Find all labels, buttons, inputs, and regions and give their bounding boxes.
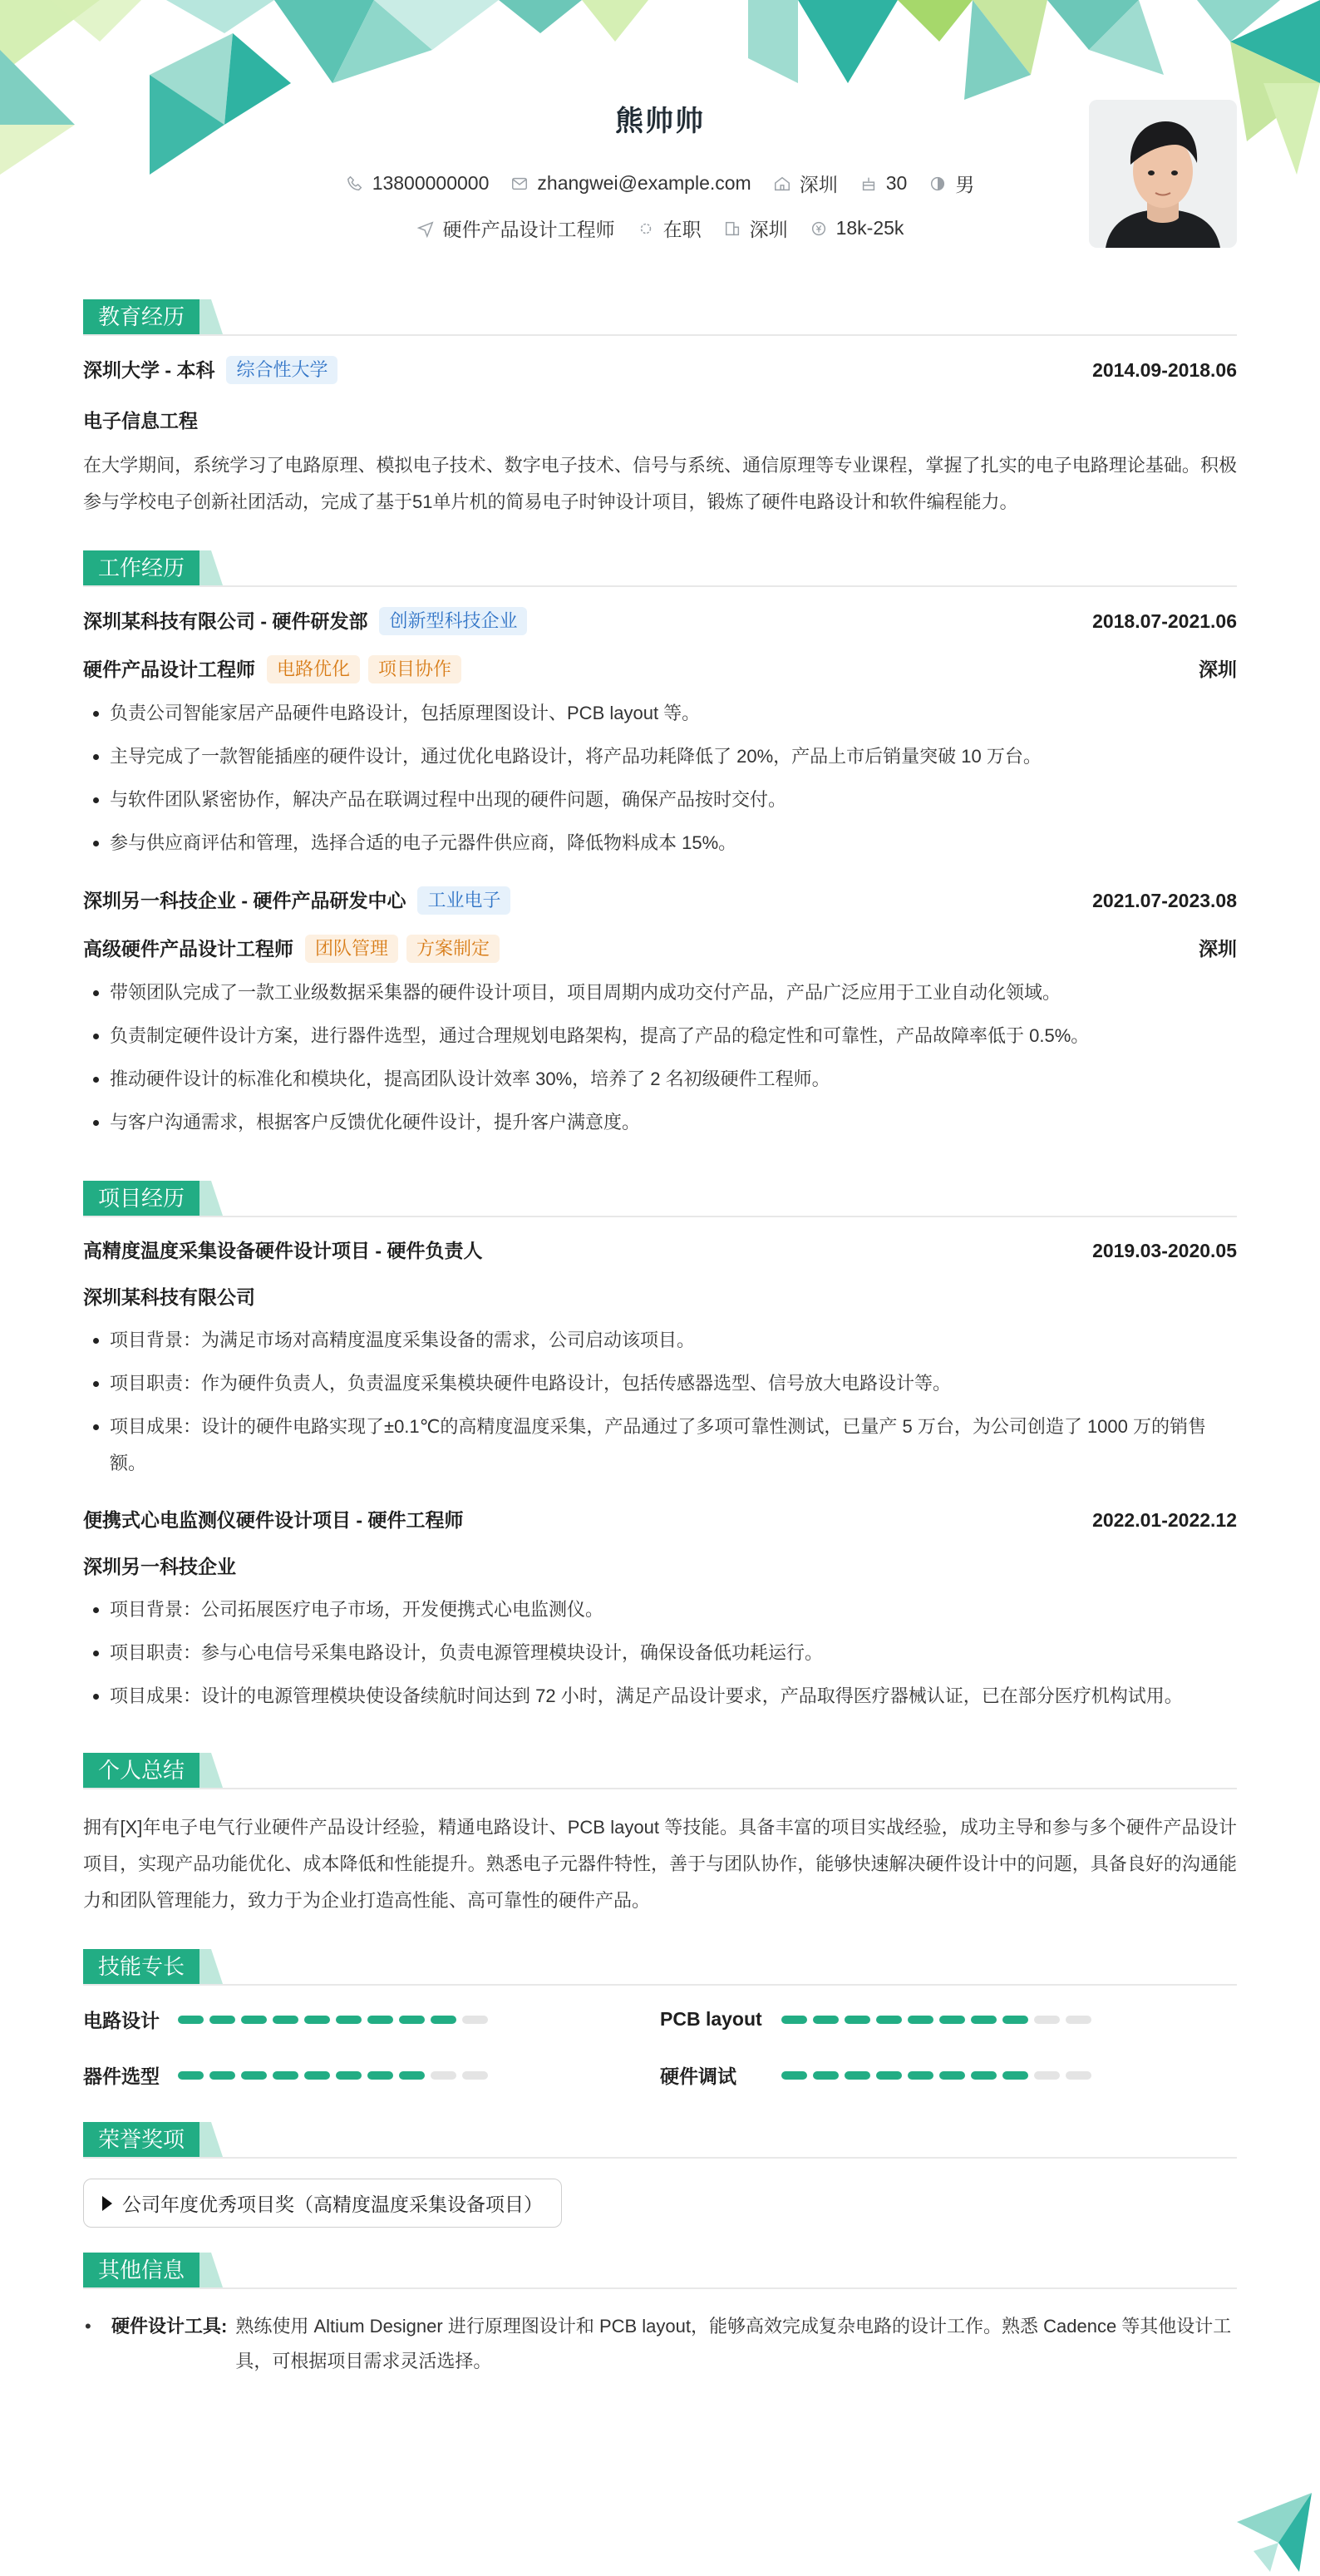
- other-info-text: 熟练使用 Altium Designer 进行原理图设计和 PCB layout，能够高效完成复杂电路的设计工作。熟悉 Cadence 等其他设计工具，可根据项目需求灵活选择。: [235, 2316, 1232, 2371]
- section-title-tail-icon: [199, 299, 223, 334]
- award-item-toggle[interactable]: [83, 2179, 562, 2228]
- skill-segment-filled: [781, 2016, 807, 2024]
- skill-name: 电路设计: [83, 2010, 160, 2031]
- intention-salary: [810, 215, 904, 242]
- bullet-dot-icon: •: [85, 2316, 91, 2337]
- footer-decoration: [1220, 2485, 1320, 2576]
- building-icon: [723, 220, 741, 238]
- skill-segment-empty: [1066, 2071, 1091, 2080]
- contact-age: [859, 170, 908, 197]
- resume-header: [83, 0, 1237, 266]
- skill-segment-filled: [367, 2016, 393, 2024]
- skill-segment-filled: [908, 2071, 933, 2080]
- skill-segment-empty: [431, 2071, 456, 2080]
- skill-segment-filled: [431, 2016, 456, 2024]
- job-role: 高级硬件产品设计工程师: [83, 938, 293, 960]
- skill-segment-empty: [1066, 2016, 1091, 2024]
- section-title-tail-icon: [199, 550, 223, 585]
- section-awards: [83, 2117, 1237, 2228]
- expand-triangle-icon: [102, 2196, 112, 2211]
- intention-position: [416, 215, 615, 242]
- gender-text: 男: [955, 174, 975, 195]
- project-period: 2022.01-2022.12: [1092, 1509, 1237, 1531]
- skill-segment-filled: [876, 2071, 902, 2080]
- list-item: • 负责公司智能家居产品硬件电路设计，包括原理图设计、PCB layout 等。: [110, 695, 1237, 732]
- skill-item: [83, 2061, 660, 2089]
- section-title-tail-icon: [199, 1181, 223, 1216]
- phone-icon: [346, 175, 364, 193]
- contact-gender: [928, 170, 974, 197]
- section-title: 其他信息: [83, 2253, 199, 2287]
- project-period: 2019.03-2020.05: [1092, 1240, 1237, 1261]
- skill-segment-filled: [399, 2071, 425, 2080]
- skill-item: [660, 2006, 1237, 2033]
- list-item: • 带领团队完成了一款工业级数据采集器的硬件设计项目，项目周期内成功交付产品，产品广泛应用于工业自动化领域。: [110, 975, 1237, 1011]
- section-other: [83, 2248, 1237, 2379]
- section-title-tail-icon: [199, 1949, 223, 1984]
- skill-level-bar: [781, 2071, 1091, 2080]
- contact-city: [773, 170, 838, 197]
- skill-segment-filled: [367, 2071, 393, 2080]
- section-divider: [83, 2287, 1237, 2289]
- project-entry: [83, 1237, 1237, 1482]
- send-icon: [416, 220, 435, 238]
- list-item: • 项目背景：公司拓展医疗电子市场，开发便携式心电监测仪。: [110, 1591, 1237, 1628]
- list-item: • 主导完成了一款智能插座的硬件设计，通过优化电路设计，将产品功耗降低了 20%，产品上市后销量突破 10 万台。: [110, 738, 1237, 775]
- job-location: 深圳: [1199, 659, 1237, 680]
- role-tag: 项目协作: [368, 655, 461, 683]
- project-header-row: [83, 1237, 1237, 1264]
- other-info-label: 硬件设计工具:: [111, 2316, 228, 2337]
- section-skills: [83, 1944, 1237, 2089]
- company-tag: 工业电子: [417, 886, 510, 915]
- section-divider: [83, 585, 1237, 587]
- list-item: • 负责制定硬件设计方案，进行器件选型，通过合理规划电路架构，提高了产品的稳定性和可靠性，产品故障率低于 0.5%。: [110, 1018, 1237, 1054]
- skill-segment-filled: [336, 2071, 362, 2080]
- gender-icon: [928, 175, 947, 193]
- age-icon: [859, 175, 878, 193]
- section-education: [83, 294, 1237, 521]
- list-item: • 项目职责：参与心电信号采集电路设计，负责电源管理模块设计，确保设备低功耗运行。: [110, 1635, 1237, 1671]
- skill-segment-filled: [971, 2071, 997, 2080]
- age-text: 30: [885, 172, 908, 194]
- skill-segment-filled: [939, 2071, 965, 2080]
- skill-segment-filled: [908, 2016, 933, 2024]
- skills-grid: [83, 2006, 1237, 2089]
- section-title-tail-icon: [199, 1753, 223, 1788]
- skill-item: [660, 2061, 1237, 2089]
- job-period: 2021.07-2023.08: [1092, 890, 1237, 911]
- project-entry: [83, 1507, 1237, 1715]
- skill-segment-filled: [1002, 2071, 1028, 2080]
- job-company-row: [83, 886, 1237, 915]
- award-text: 公司年度优秀项目奖（高精度温度采集设备项目）: [122, 2194, 543, 2215]
- skill-segment-filled: [939, 2016, 965, 2024]
- skill-segment-filled: [241, 2071, 267, 2080]
- section-work: [83, 545, 1237, 1141]
- school-tag: 综合性大学: [226, 356, 337, 384]
- skill-item: [83, 2006, 660, 2033]
- phone-text: 13800000000: [372, 172, 490, 194]
- list-item: • 与软件团队紧密协作，解决产品在联调过程中出现的硬件问题，确保产品按时交付。: [110, 782, 1237, 818]
- skill-segment-filled: [241, 2016, 267, 2024]
- contact-email: [510, 170, 751, 197]
- skill-segment-filled: [399, 2016, 425, 2024]
- section-divider: [83, 1216, 1237, 1217]
- section-title-tail-icon: [199, 2122, 223, 2157]
- project-bullets: [83, 1591, 1237, 1715]
- school-name: 深圳大学 - 本科: [83, 359, 215, 381]
- list-item: • 项目成果：设计的硬件电路实现了±0.1℃的高精度温度采集，产品通过了多项可靠性测试，已量产 5 万台，为公司创造了 1000 万的销售额。: [110, 1409, 1237, 1482]
- section-header: [83, 545, 1237, 585]
- section-divider: [83, 2157, 1237, 2159]
- role-tag: 方案制定: [406, 935, 500, 963]
- project-name: 便携式心电监测仪硬件设计项目 - 硬件工程师: [83, 1509, 464, 1531]
- job-role-row: [83, 655, 1237, 683]
- section-title: 个人总结: [83, 1753, 199, 1788]
- skill-segment-filled: [178, 2016, 204, 2024]
- job-period: 2018.07-2021.06: [1092, 610, 1237, 632]
- section-header: [83, 2248, 1237, 2287]
- avatar: [1089, 100, 1237, 248]
- skill-segment-filled: [336, 2016, 362, 2024]
- status-icon: [637, 220, 655, 238]
- section-title: 项目经历: [83, 1181, 199, 1216]
- skill-segment-filled: [209, 2071, 235, 2080]
- intention-status: [637, 215, 702, 242]
- job-bullets: [83, 975, 1237, 1141]
- skill-segment-empty: [462, 2071, 488, 2080]
- job-bullets: [83, 695, 1237, 861]
- section-header: [83, 294, 1237, 334]
- intention-city: [723, 215, 788, 242]
- section-title: 荣誉奖项: [83, 2122, 199, 2157]
- job-entry: [83, 886, 1237, 1141]
- skill-segment-filled: [813, 2016, 839, 2024]
- skill-segment-filled: [813, 2071, 839, 2080]
- money-icon: [810, 220, 828, 238]
- list-item: • 项目背景：为满足市场对高精度温度采集设备的需求，公司启动该项目。: [110, 1322, 1237, 1359]
- education-period: 2014.09-2018.06: [1092, 359, 1237, 381]
- project-bullets: [83, 1322, 1237, 1482]
- skill-segment-filled: [273, 2071, 298, 2080]
- skill-name: 硬件调试: [660, 2065, 736, 2087]
- list-item: • 项目成果：设计的电源管理模块使设备续航时间达到 72 小时，满足产品设计要求，产品取得医疗器械认证，已在部分医疗机构试用。: [110, 1678, 1237, 1715]
- project-company: 深圳某科技有限公司: [83, 1286, 255, 1308]
- section-divider: [83, 1788, 1237, 1789]
- section-divider: [83, 1984, 1237, 1986]
- major: 电子信息工程: [83, 410, 198, 432]
- section-title: 工作经历: [83, 550, 199, 585]
- contact-row: [83, 170, 1237, 197]
- intention-row: [83, 215, 1237, 242]
- skill-segment-filled: [273, 2016, 298, 2024]
- job-entry: [83, 607, 1237, 861]
- skill-segment-filled: [845, 2071, 870, 2080]
- project-company: 深圳另一科技企业: [83, 1556, 236, 1577]
- email-text: zhangwei@example.com: [537, 172, 751, 194]
- section-title: 教育经历: [83, 299, 199, 334]
- section-header: [83, 1748, 1237, 1788]
- section-divider: [83, 334, 1237, 336]
- skill-segment-filled: [781, 2071, 807, 2080]
- skill-name: 器件选型: [83, 2065, 160, 2087]
- list-item: • 推动硬件设计的标准化和模块化，提高团队设计效率 30%，培养了 2 名初级硬件工程师。: [110, 1061, 1237, 1098]
- skill-segment-empty: [1034, 2016, 1060, 2024]
- section-header: [83, 1944, 1237, 1984]
- section-summary: [83, 1748, 1237, 1919]
- skill-segment-filled: [845, 2016, 870, 2024]
- skill-segment-filled: [876, 2016, 902, 2024]
- list-item: • 与客户沟通需求，根据客户反馈优化硬件设计，提升客户满意度。: [110, 1104, 1237, 1141]
- role-tag: 电路优化: [267, 655, 360, 683]
- skill-segment-filled: [178, 2071, 204, 2080]
- skill-name: PCB layout: [660, 2008, 762, 2030]
- other-info-item: [83, 2309, 1237, 2379]
- skill-segment-empty: [462, 2016, 488, 2024]
- section-title-tail-icon: [199, 2253, 223, 2287]
- candidate-name: 熊帅帅: [615, 106, 705, 137]
- section-header: [83, 2117, 1237, 2157]
- job-role-row: [83, 935, 1237, 963]
- skill-segment-filled: [971, 2016, 997, 2024]
- skill-level-bar: [178, 2016, 488, 2024]
- company-tag: 创新型科技企业: [379, 607, 527, 635]
- job-role: 硬件产品设计工程师: [83, 659, 255, 680]
- education-description: 在大学期间，系统学习了电路原理、模拟电子技术、数字电子技术、信号与系统、通信原理等专业课程，掌握了扎实的电子电路理论基础。积极参与学校电子创新社团活动，完成了基于51单片机的简易电子时钟设计项目，锻炼了硬件电路设计和软件编程能力。: [83, 455, 1237, 512]
- skill-segment-filled: [1002, 2016, 1028, 2024]
- mail-icon: [510, 175, 529, 193]
- job-company: 深圳某科技有限公司 - 硬件研发部: [83, 610, 368, 632]
- list-item: • 项目职责：作为硬件负责人，负责温度采集模块硬件电路设计，包括传感器选型、信号放大电路设计等。: [110, 1365, 1237, 1402]
- skill-segment-empty: [1034, 2071, 1060, 2080]
- city-text: 深圳: [799, 174, 838, 195]
- job-company-row: [83, 607, 1237, 635]
- summary-text: 拥有[X]年电子电气行业硬件产品设计经验，精通电路设计、PCB layout 等技能。具备丰富的项目实战经验，成功主导和参与多个硬件产品设计项目，实现产品功能优化、成本降低和性能提升。熟悉电子元器件特性，善于与团队协作，能够快速解决硬件设计中的问题，具备良好的沟通能力和团队管理能力，致力于为企业打造高性能、高可靠性的硬件产品。: [83, 1817, 1237, 1911]
- section-projects: [83, 1176, 1237, 1715]
- home-icon: [773, 175, 791, 193]
- project-name: 高精度温度采集设备硬件设计项目 - 硬件负责人: [83, 1240, 483, 1261]
- skill-level-bar: [178, 2071, 488, 2080]
- position-text: 硬件产品设计工程师: [442, 219, 615, 240]
- job-company: 深圳另一科技企业 - 硬件产品研发中心: [83, 890, 406, 911]
- resume-page: [83, 0, 1237, 2379]
- section-header: [83, 1176, 1237, 1216]
- skill-level-bar: [781, 2016, 1091, 2024]
- salary-text: 18k-25k: [835, 217, 904, 239]
- skill-segment-filled: [304, 2016, 330, 2024]
- intention-city-text: 深圳: [749, 219, 788, 240]
- contact-phone: [346, 170, 490, 197]
- status-text: 在职: [662, 219, 702, 240]
- list-item: • 参与供应商评估和管理，选择合适的电子元器件供应商，降低物料成本 15%。: [110, 825, 1237, 861]
- education-header-row: [83, 356, 1237, 384]
- project-header-row: [83, 1507, 1237, 1533]
- role-tag: 团队管理: [305, 935, 398, 963]
- job-location: 深圳: [1199, 938, 1237, 960]
- skill-segment-filled: [304, 2071, 330, 2080]
- section-title: 技能专长: [83, 1949, 199, 1984]
- skill-segment-filled: [209, 2016, 235, 2024]
